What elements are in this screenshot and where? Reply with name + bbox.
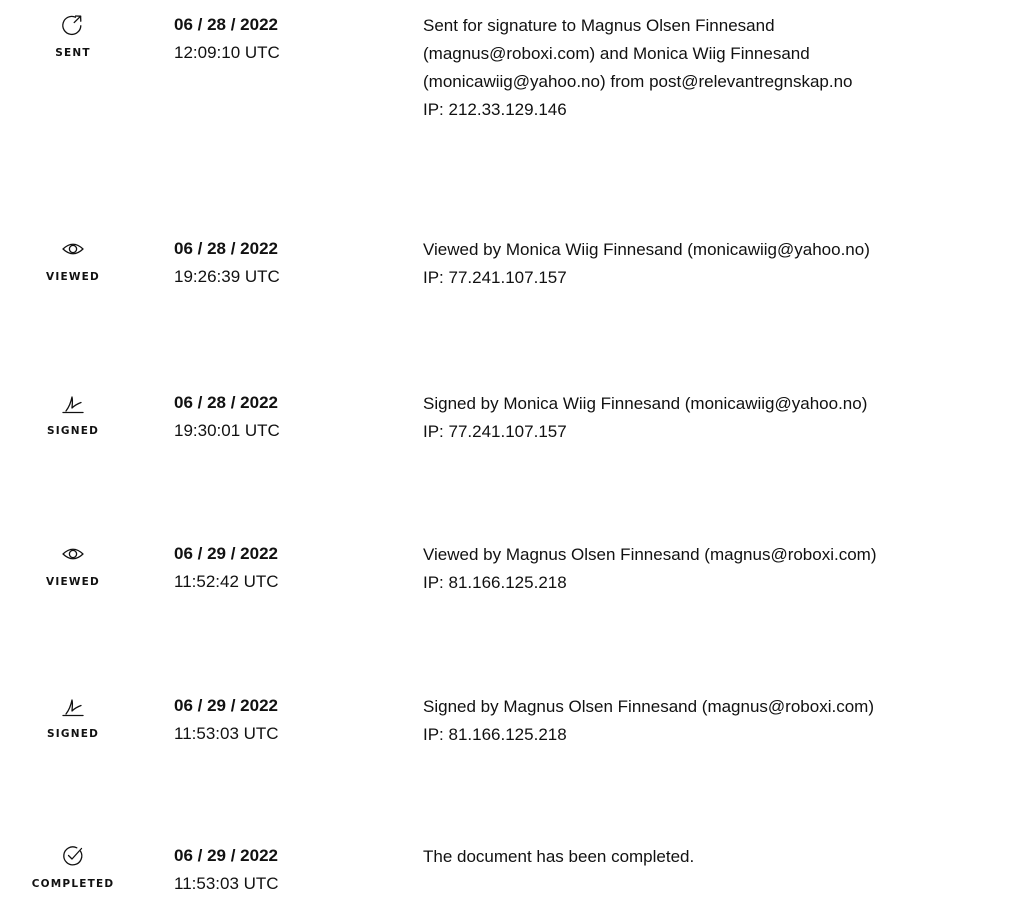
event-time: 19:30:01 UTC — [174, 421, 280, 440]
event-details — [423, 12, 1013, 124]
detail-line: The document has been completed. — [423, 847, 695, 866]
timestamp — [174, 843, 404, 894]
timestamp — [174, 541, 404, 592]
detail-line: Signed by Magnus Olsen Finnesand (magnus@roboxi.com) — [423, 697, 874, 716]
timestamp — [174, 390, 404, 441]
event-details — [423, 693, 1013, 749]
detail-line: Signed by Monica Wiig Finnesand (monicawiig@yahoo.no) — [423, 394, 868, 413]
timestamp — [174, 12, 404, 63]
sent-icon — [60, 12, 86, 38]
event-date: 06 / 29 / 2022 — [174, 846, 278, 865]
status-column — [22, 12, 124, 59]
detail-line: Viewed by Magnus Olsen Finnesand (magnus@roboxi.com) — [423, 545, 877, 564]
status-label: SIGNED — [47, 425, 99, 437]
event-time: 11:53:03 UTC — [174, 724, 279, 743]
eye-icon — [60, 541, 86, 567]
signature-icon — [60, 390, 86, 416]
event-time: 19:26:39 UTC — [174, 267, 280, 286]
timestamp — [174, 693, 404, 744]
status-label: SIGNED — [47, 728, 99, 740]
event-details — [423, 236, 1013, 292]
ip-address: IP: 81.166.125.218 — [423, 725, 567, 744]
event-date: 06 / 28 / 2022 — [174, 393, 278, 412]
status-column — [22, 236, 124, 283]
event-date: 06 / 28 / 2022 — [174, 239, 278, 258]
ip-address: IP: 77.241.107.157 — [423, 268, 567, 287]
detail-line: (magnus@roboxi.com) and Monica Wiig Finnesand — [423, 44, 810, 63]
status-label: SENT — [55, 47, 91, 59]
detail-line: Viewed by Monica Wiig Finnesand (monicawiig@yahoo.no) — [423, 240, 870, 259]
event-date: 06 / 29 / 2022 — [174, 544, 278, 563]
event-date: 06 / 29 / 2022 — [174, 696, 278, 715]
event-time: 12:09:10 UTC — [174, 43, 280, 62]
ip-address: IP: 77.241.107.157 — [423, 422, 567, 441]
status-label: VIEWED — [46, 576, 100, 588]
status-label: COMPLETED — [31, 878, 115, 890]
detail-line: Sent for signature to Magnus Olsen Finnesand — [423, 16, 775, 35]
status-column — [22, 541, 124, 588]
event-details — [423, 541, 1013, 597]
eye-icon — [60, 236, 86, 262]
status-column — [22, 693, 124, 740]
status-column — [22, 390, 124, 437]
event-details — [423, 390, 1013, 446]
event-time: 11:53:03 UTC — [174, 874, 279, 893]
check-circle-icon — [60, 843, 86, 869]
status-label: VIEWED — [46, 271, 100, 283]
event-details — [423, 843, 1013, 871]
signature-icon — [60, 693, 86, 719]
timestamp — [174, 236, 404, 287]
detail-line: (monicawiig@yahoo.no) from post@relevantregnskap.no — [423, 72, 853, 91]
ip-address: IP: 81.166.125.218 — [423, 573, 567, 592]
event-time: 11:52:42 UTC — [174, 572, 279, 591]
ip-address: IP: 212.33.129.146 — [423, 100, 567, 119]
event-date: 06 / 28 / 2022 — [174, 15, 278, 34]
status-column — [22, 843, 124, 890]
